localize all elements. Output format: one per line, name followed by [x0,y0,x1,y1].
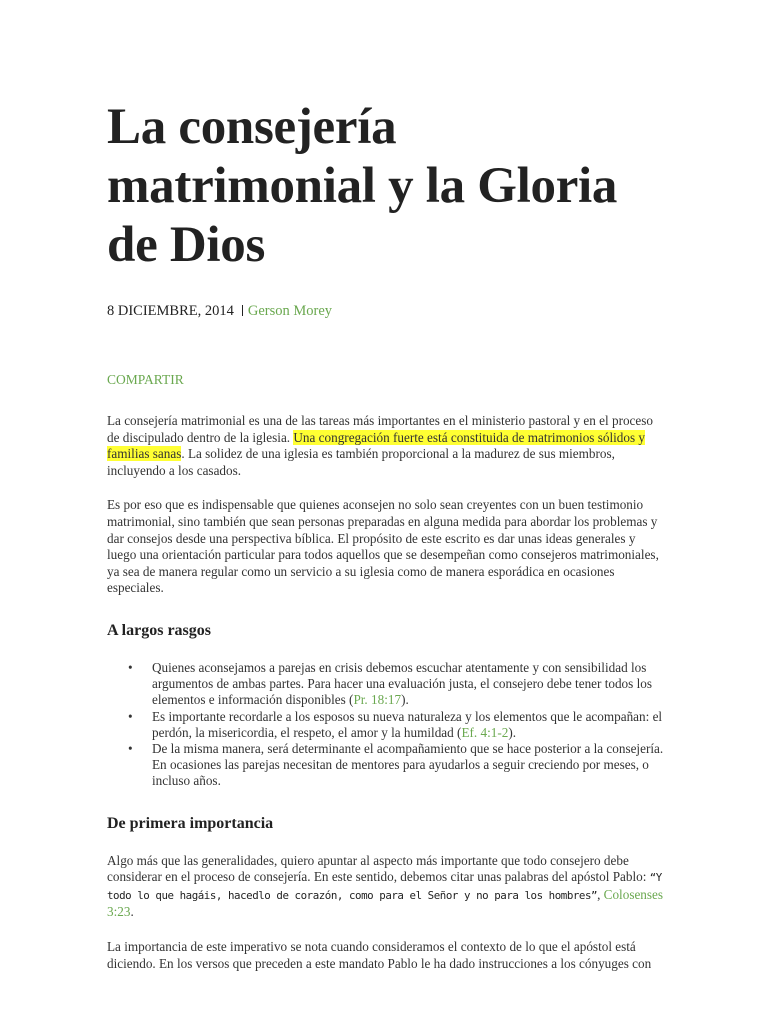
scripture-link[interactable]: Pr. 18:17 [353,692,402,708]
section-heading-largos-rasgos: A largos rasgos [107,621,211,639]
paragraph-2: Es por eso que es indispensable que quienes aconsejen no solo sean creyentes con un buen testimonio matrimonial, sino también que sean personas preparadas en alguna medida para abordar los problemas y dar consejos desde una perspectiva bíblica. El propósito de este escrito es dar unas ideas generales y luego una orientación particular para todos aquellos que se desempeñan como consejeros matrimoniales, ya sea de manera regular como un servicio a su iglesia como de manera esporádica en ocasiones especiales. [107,497,659,596]
paragraph-3: Algo más que las generalidades, quiero apuntar al aspecto más importante que todo consejero debe considerar en el proceso de consejería. En este sentido, debemos citar unas palabras del apóstol Pablo: “Y todo lo que hagáis, hacedlo de corazón, como para el Señor y no para los hombres”, Colosenses 3:23. [107,852,664,920]
article-meta [107,301,667,321]
share-row [107,371,667,389]
scripture-link[interactable]: Ef. 4:1-2 [461,724,509,740]
bullet-icon: • [128,740,133,756]
bible-quote: “Y todo lo que hagáis, hacedlo de corazón, como para el Señor y no para los hombres” [107,871,662,902]
list-item: • Es importante recordarle a los esposos su nueva naturaleza y los elementos que le acompañan: el perdón, la misericordia, el respeto, el amor y la humildad (Ef. 4:1-2). [128,708,663,740]
share-link[interactable]: COMPARTIR [107,372,184,387]
intro-text-2: . La solidez de una iglesia es también proporcional a la madurez de sus miembros, incluyendo a los casados. [107,446,615,478]
meta-separator [242,305,243,316]
intro-paragraph [107,413,667,479]
intro-text-1: La consejería matrimonial es una de las tareas más importantes en el ministerio pastoral y en el proceso de discipulado dentro de la iglesia. [107,413,653,445]
paragraph-4: La importancia de este imperativo se nota cuando consideramos el contexto de lo que el apóstol está diciendo. En los versos que preceden a este mandato Pablo le ha dado instrucciones a los cónyuges con [107,938,652,971]
scripture-link[interactable]: Colosenses 3:23 [107,886,664,920]
list-item: • De la misma manera, será determinante el acompañamiento que se hace posterior a la consejería. En ocasiones las parejas necesitan de mentores para ayudarlos a seguir creciendo por meses, o incluso años. [128,740,664,789]
page-title: La consejería matrimonial y la Gloria de Dios [107,99,618,273]
bullet-list [107,660,667,790]
post-date: 8 DICIEMBRE, 2014 [107,303,234,319]
author-link[interactable]: Gerson Morey [247,303,333,319]
article [107,98,667,972]
section-heading-primera-importancia: De primera importancia [107,814,274,832]
bullet-icon: • [128,659,133,675]
list-item: • Quienes aconsejamos a parejas en crisis debemos escuchar atentamente y con sensibilidad los argumentos de ambas partes. Para hacer una evaluación justa, el consejero debe tener todos los elementos e información disponibles (Pr. 18:17). [128,659,652,708]
highlighted-text: Una congregación fuerte está constituida de matrimonios sólidos y familias sanas [107,429,645,462]
bullet-icon: • [128,708,133,724]
